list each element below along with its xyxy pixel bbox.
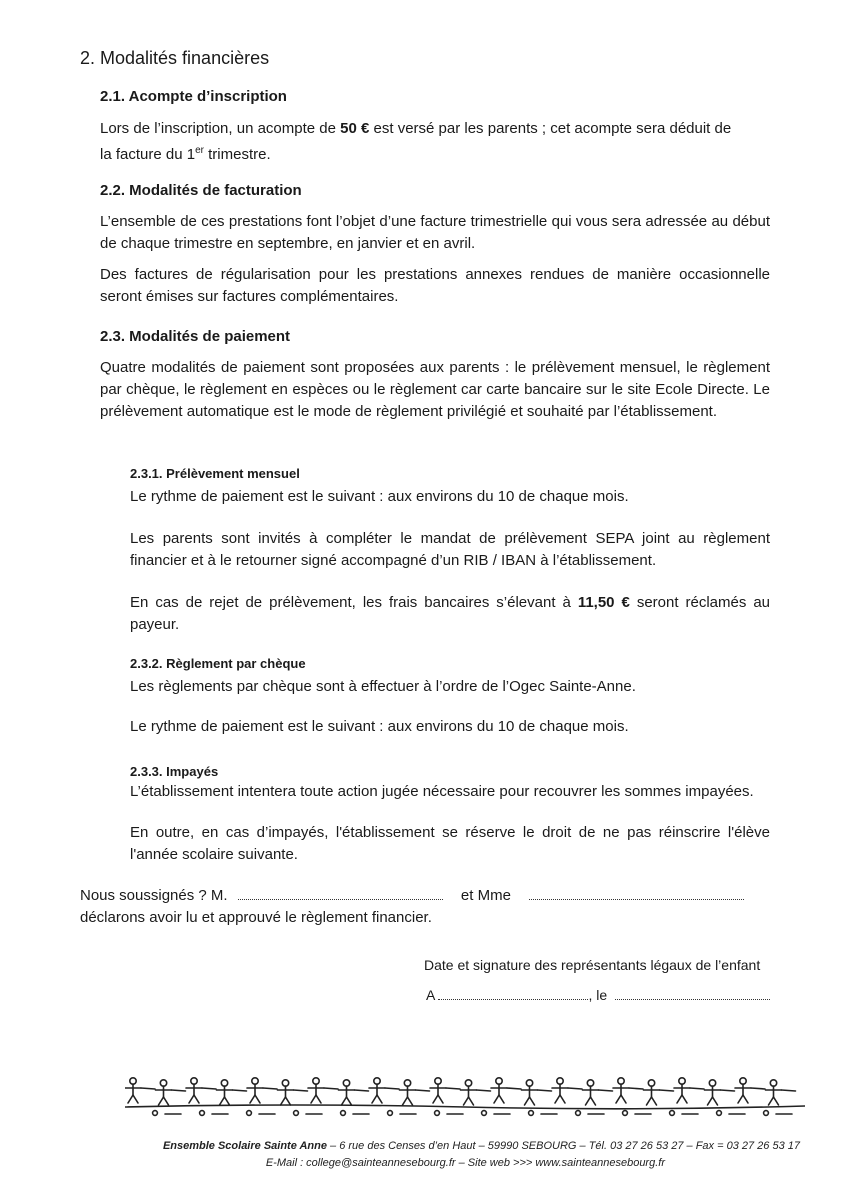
father-name-field[interactable] (238, 885, 443, 900)
rejet-amount: 11,50 € (577, 594, 630, 611)
acompte-amount: 50 € (340, 120, 370, 137)
declaration (80, 885, 770, 929)
subsection-title-impayes: 2.3.3. Impayés (130, 764, 219, 779)
declaration-mid: et Mme (460, 887, 511, 904)
acompte-text-1: Lors de l’inscription, un acompte de (100, 120, 341, 137)
subsection-title-paiement: 2.3. Modalités de paiement (100, 328, 291, 345)
declaration-end: déclarons avoir lu et approuvé le règlement financier. (80, 909, 432, 926)
signature-line (426, 985, 770, 1003)
date-field[interactable] (615, 985, 770, 1000)
acompte-sup: er (195, 145, 204, 156)
paragraph-cheque-2: Le rythme de paiement est le suivant : aux environs du 10 de chaque mois. (130, 718, 629, 735)
place-label: A (426, 987, 435, 1003)
signature-label: Date et signature des représentants légaux de l’enfant (424, 957, 761, 973)
acompte-text-3: la facture du 1 (100, 146, 196, 163)
declaration-start: Nous soussignés ? M. (80, 887, 228, 904)
subsection-title-facturation: 2.2. Modalités de facturation (100, 182, 302, 199)
paragraph-facturation-2: Des factures de régularisation pour les prestations annexes rendues de manière occasionnelle seront émises sur factures complémentaires. (100, 266, 770, 305)
acompte-text-2: est versé par les parents ; cet acompte sera déduit de (369, 120, 732, 137)
footer-address-rest: – 6 rue des Censes d’en Haut – 59990 SEBOURG – Tél. 03 27 26 53 27 – Fax = 03 27 26 53 17 (326, 1140, 800, 1152)
subsection-title-acompte: 2.1. Acompte d’inscription (100, 88, 287, 105)
paragraph-prelevement-3 (130, 592, 770, 636)
paragraph-acompte (100, 118, 770, 166)
acompte-text-4: trimestre. (203, 146, 271, 163)
paragraph-cheque-1: Les règlements par chèque sont à effectuer à l’ordre de l’Ogec Sainte-Anne. (130, 678, 636, 695)
children-frieze-image (125, 1073, 805, 1123)
paragraph-prelevement-2: Les parents sont invités à compléter le mandat de prélèvement SEPA joint au règlement financier et à le retourner signé accompagné d’un RIB / IBAN à l’établissement. (130, 530, 770, 569)
paragraph-impayes-2: En outre, en cas d’impayés, l'établissement se réserve le droit de ne pas réinscrire l'élève l'année scolaire suivante. (130, 824, 770, 863)
paragraph-prelevement-1: Le rythme de paiement est le suivant : aux environs du 10 de chaque mois. (130, 488, 629, 505)
place-field[interactable] (438, 985, 588, 1000)
footer-contact: E-Mail : college@sainteannesebourg.fr – Site web >>> www.sainteannesebourg.fr (265, 1157, 665, 1169)
footer-address (80, 1140, 800, 1152)
mother-name-field[interactable] (529, 885, 744, 900)
rejet-text-2: seront réclamés au payeur. (130, 594, 771, 633)
subsection-title-cheque: 2.3.2. Règlement par chèque (130, 656, 306, 671)
paragraph-impayes-1: L’établissement intentera toute action jugée nécessaire pour recouvrer les sommes impayées. (130, 783, 754, 800)
section-heading: 2. Modalités financières (80, 48, 270, 68)
subsection-title-prelevement: 2.3.1. Prélèvement mensuel (130, 466, 300, 481)
date-label: , le (588, 987, 608, 1003)
rejet-text-1: En cas de rejet de prélèvement, les frais bancaires s’élevant à (130, 594, 578, 611)
paragraph-paiement: Quatre modalités de paiement sont proposées aux parents : le prélèvement mensuel, le règlement par chèque, le règlement en espèces ou le règlement car carte bancaire sur le site Ecole Directe. Le prélèvement automatique est le mode de règlement privilégié et souhaité par l’établissement. (100, 359, 770, 420)
paragraph-facturation-1: L’ensemble de ces prestations font l’objet d’une facture trimestrielle qui vous sera adressée au début de chaque trimestre en septembre, en janvier et en avril. (100, 213, 770, 252)
footer-school-name: Ensemble Scolaire Sainte Anne (162, 1140, 327, 1152)
